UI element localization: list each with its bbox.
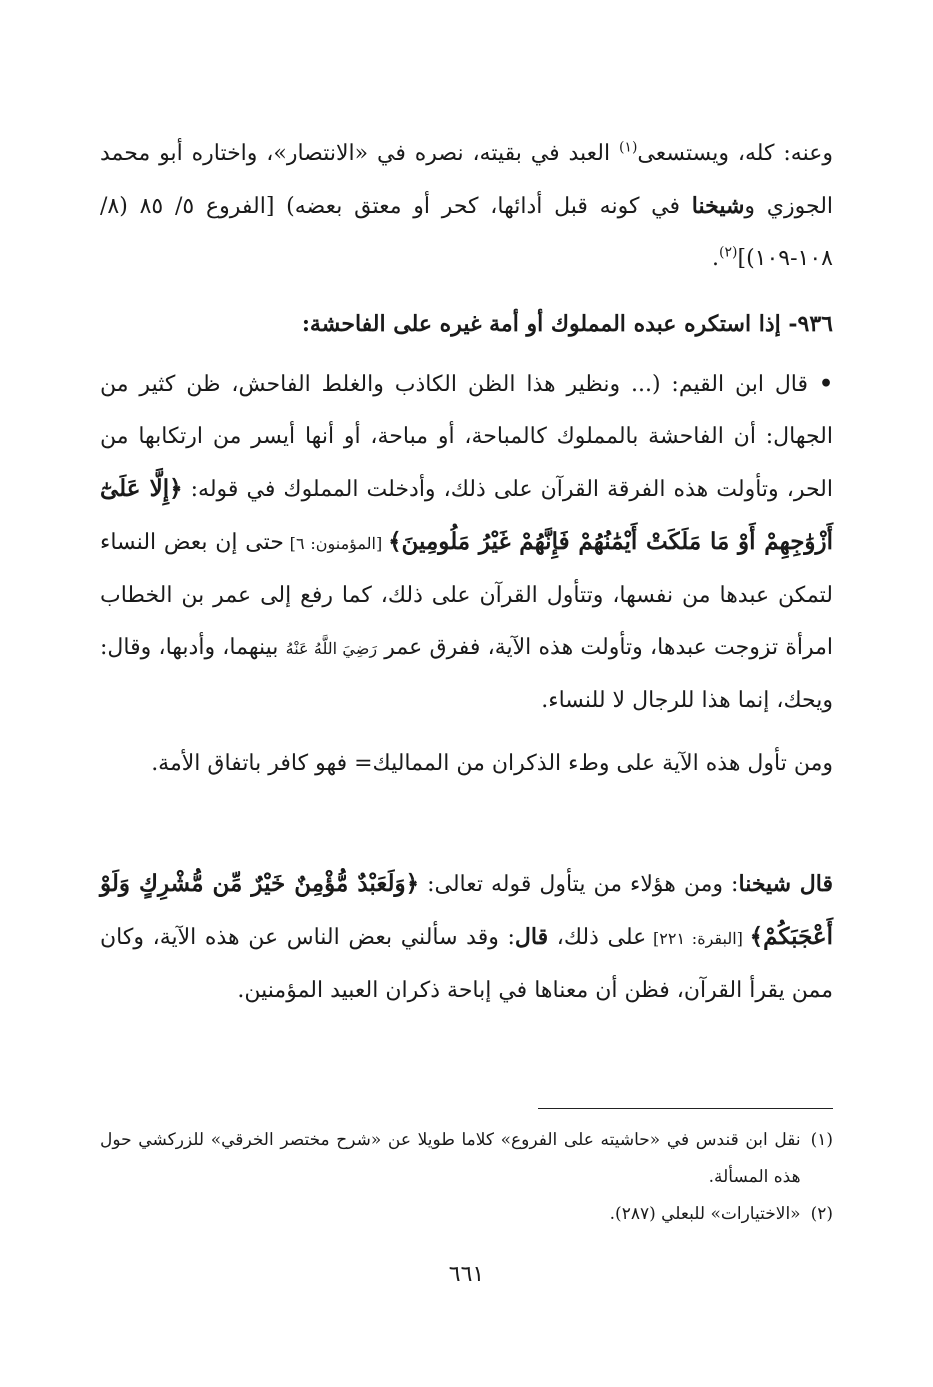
quran-verse-2: ﴿وَلَعَبْدٌ مُّؤْمِنٌ خَيْرٌ مِّن مُّشْرِكٍ وَلَوْ أَعْجَبَكُمْ﴾ <box>100 870 834 950</box>
paragraph-4-text-b: على ذلك، <box>548 925 647 950</box>
quran-verse-1: ﴿إِلَّا عَلَىٰٓ أَزْوَٰجِهِمْ أَوْ مَا مَلَكَتْ أَيْمَٰنُهُمْ فَإِنَّهُمْ غَيْرُ مَلُومِينَ﴾ <box>100 475 834 555</box>
paragraph-2-text-a: قال ابن القيم: (... ونظير هذا الظن الكاذب والغلط الفاحش، ظن كثير من الجهال: أن الفاحشة بالمملوك كالمباحة، أو مباحة، أو أنها أيسر من ارتكابها من الحر، وتأولت هذه الفرقة القرآن على ذلك، وأدخلت المملوك في قوله: <box>100 372 833 502</box>
footnote-1-number: (١) <box>810 1130 833 1150</box>
paragraph-2-text-c: بينهما، وأدبها، وقال: ويحك، إنما هذا للرجال لا للنساء. <box>100 635 833 713</box>
page-number: ٦٦١ <box>448 1262 485 1287</box>
paragraph-1-text-b: العبد في بقيته، نصره في «الانتصار»، واختاره أبو محمد الجوزي و <box>100 141 834 219</box>
paragraph-2-text-b: حتى إن بعض النساء لتمكن عبدها من نفسها، وتتأول القرآن على ذلك، كما رفع إلى عمر بن الخطاب امرأة تزوجت عبدها، وتأولت هذه الآية، ففرق عمر <box>100 530 833 660</box>
footnote-ref-2: (٢) <box>719 244 738 261</box>
paragraph-3: ومن تأول هذه الآية على وطء الذكران من المماليك= فهو كافر باتفاق الأمة. <box>151 751 833 776</box>
section-heading: ٩٣٦- إذا استكره عبده المملوك أو أمة غيره على الفاحشة: <box>301 311 833 337</box>
paragraph-1 <box>100 128 833 285</box>
paragraph-1-text-a: وعنه: كله، ويستسعى <box>637 141 833 166</box>
paragraph-1-text-d: . <box>712 246 720 271</box>
footnote-1 <box>100 1122 833 1196</box>
footnote-2-number: (٢) <box>810 1204 833 1224</box>
verse-reference-1: [المؤمنون: ٦] <box>283 534 389 553</box>
honorific: رَضِيَ اللَّهُ عَنْهُ <box>285 639 378 658</box>
bullet-icon: • <box>818 371 833 397</box>
paragraph-4-text-a: : ومن هؤلاء من يتأول قوله تعالى: <box>419 872 739 897</box>
shaykh-name: شيخنا <box>691 193 745 219</box>
footnote-2 <box>100 1196 833 1233</box>
footnotes <box>100 1122 833 1233</box>
footnote-divider <box>538 1108 833 1109</box>
paragraph-4-text-c: : وقد سألني بعض الناس عن هذه الآية، وكان ممن يقرأ القرآن، فظن أن معناها في إباحة ذكران العبيد المؤمنين. <box>100 925 833 1003</box>
paragraph-1-text-c: في كونه قبل أدائها، كحر أو معتق بعضه) [الفروع ٥/ ٨٥ (٨/ ١٠٨-١٠٩)] <box>100 194 833 271</box>
paragraph-4 <box>100 858 833 1017</box>
paragraph-2 <box>100 358 833 727</box>
paragraph-4-bold-b: قال <box>514 924 549 950</box>
paragraph-4-bold-a: قال شيخنا <box>738 871 833 897</box>
footnote-1-text: نقل ابن قندس في «حاشيته على الفروع» كلاما طويلا عن «شرح مختصر الخرقي» للزركشي حول هذه المسألة. <box>100 1130 801 1187</box>
footnote-ref-1: (١) <box>618 139 638 156</box>
footnote-2-text: «الاختيارات» للبعلي (٢٨٧). <box>609 1204 801 1224</box>
verse-reference-2: [البقرة: ٢٢١] <box>646 929 750 948</box>
